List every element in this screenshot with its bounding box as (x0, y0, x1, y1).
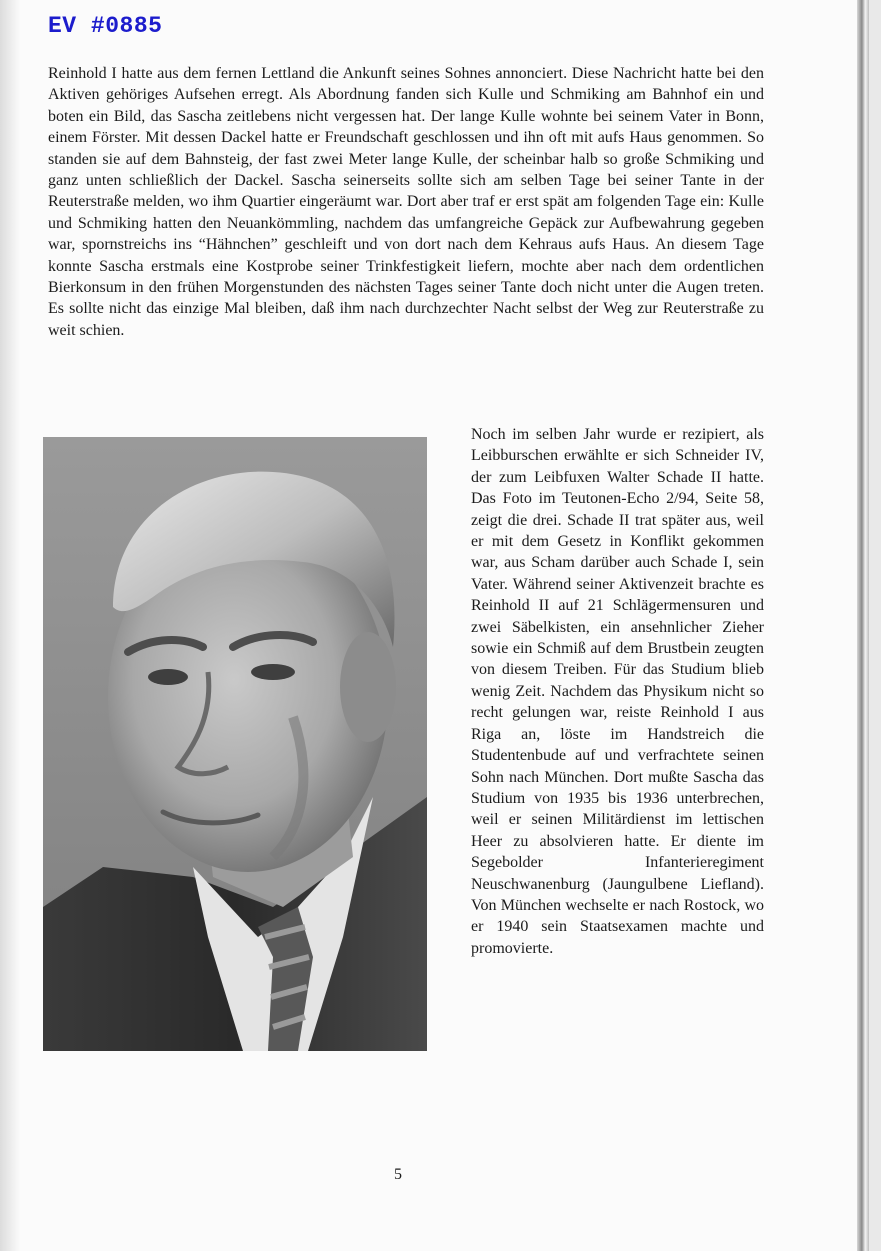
paragraph-top: Reinhold I hatte aus dem fernen Lettland die Ankunft seines Sohnes annonciert. Diese Nachricht hatte bei den Aktiven gehöriges Aufsehen erregt. Als Abordnung fanden sich Kulle und Schmiking am Bahnhof ein und boten ein Bild, das Sascha zeitlebens nicht vergessen hat. Der lange Kulle wohnte bei seinem Vater in Bonn, einem Förster. Mit dessen Dackel hatte er Freundschaft geschlossen und ihn oft mit aufs Haus genommen. So standen sie auf dem Bahnsteig, der fast zwei Meter lange Kulle, der scheinbar halb so große Schmiking und ganz unten schließlich der Dackel. Sascha seinerseits sollte sich am selben Tage bei seiner Tante in der Reuterstraße melden, wo ihm Quartier eingeräumt war. Dort aber traf er erst spät am folgenden Tage ein: Kulle und Schmiking hatten den Neuankömmling, nachdem das umfangreiche Gepäck zur Aufbewahrung gegeben war, spornstreichs ins “Hähnchen” geschleift und von dort nach dem Kehraus aufs Haus. An diesem Tage konnte Sascha erstmals eine Kostprobe seiner Trinkfestigkeit liefern, mochte aber nach dem ordentlichen Bierkonsum in den frühen Morgenstunden des nächsten Tages seiner Tante doch nicht unter die Augen treten. Es sollte nicht das einzige Mal bleiben, daß ihm nach durchzechter Nacht selbst der Weg zur Reuterstraße zu weit schien. (48, 65, 764, 339)
document-id-stamp: EV #0885 (48, 13, 163, 39)
page-edge (857, 0, 869, 1251)
portrait-photo (43, 437, 427, 1051)
page-number: 5 (394, 1166, 402, 1183)
page-gutter-shadow (0, 0, 20, 1251)
paragraph-side: Noch im selben Jahr wurde er rezipiert, als Leibburschen erwählte er sich Schneider IV, der zum Leibfuxen Walter Schade II hatte. Das Foto im Teutonen-Echo 2/94, Seite 58, zeigt die drei. Schade II trat später aus, weil er mit dem Gesetz in Konflikt gekommen war, aus Scham darüber auch Schade I, sein Vater. Während seiner Aktivenzeit brachte es Reinhold II auf 21 Schlägermensuren und zwei Säbelkisten, ein ansehnlicher Zieher sowie ein Schmiß auf dem Brustbein zeugten von diesem Treiben. Für das Studium blieb wenig Zeit. Nachdem das Physikum nicht so recht gelungen war, reiste Reinhold I aus Riga an, löste im Handstreich die Studentenbude auf und verfrachtete seinen Sohn nach München. Dort mußte Sascha das Studium von 1935 bis 1936 unterbrechen, weil er seinen Militärdienst im lettischen Heer zu absolvieren hatte. Er diente im Segebolder Infanterieregiment Neuschwanenburg (Jaungulbene Liefland). Von München wechselte er nach Rostock, wo er 1940 sein Staatsexamen machte und promovierte. (471, 426, 764, 957)
